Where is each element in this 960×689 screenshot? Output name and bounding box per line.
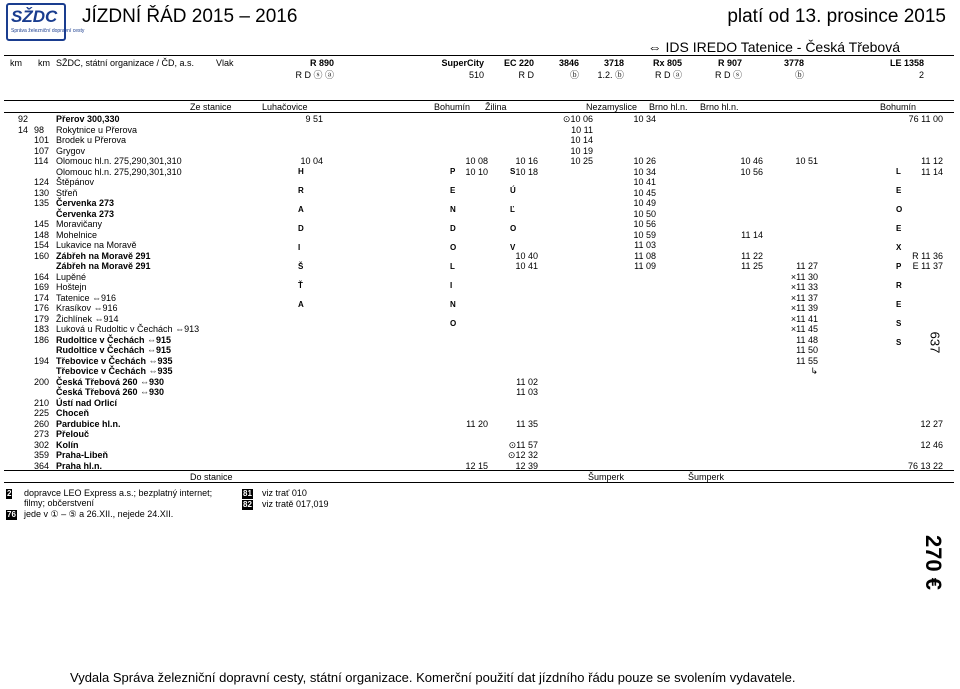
km-value: 130	[34, 187, 50, 198]
departure-time: ↳	[810, 366, 818, 376]
train-number: 3846	[558, 58, 579, 68]
departure-time: ⊙11 57	[508, 439, 538, 450]
km-value: 98	[34, 124, 45, 135]
route-letter: Š	[298, 261, 304, 271]
station-name: Zábřeh na Moravě 291	[56, 261, 151, 271]
departure-time: 11 50	[796, 345, 818, 355]
departure-time: 10 19	[570, 145, 593, 156]
station-name: Brodek u Přerova	[56, 135, 127, 145]
km-value: 174	[34, 292, 50, 303]
station-name: Mohelnice	[56, 229, 98, 240]
ids-section-title: ⇔ IDS IREDO Tatenice - Česká Třebová	[647, 39, 900, 55]
station-name: Česká Třebová 260 ⇔930	[56, 376, 165, 387]
route-letter: R	[298, 185, 304, 195]
route-letter: X	[896, 242, 902, 252]
side-page-number: 637	[927, 331, 943, 354]
station-name: Třebovice v Čechách ⇔935	[56, 366, 173, 376]
km-value: 148	[34, 229, 50, 240]
km-value: 302	[34, 439, 50, 450]
route-letter: O	[450, 319, 457, 329]
station-name: Rudoltice v Čechách ⇔915	[56, 345, 172, 355]
station-name: Choceň	[56, 408, 90, 418]
station-name: Olomouc hl.n. 275,290,301,310	[56, 166, 182, 177]
station-name: Červenka 273	[56, 198, 115, 208]
km-header-1: km	[10, 58, 22, 68]
departure-time: 10 08	[465, 156, 488, 166]
station-name: Ústí nad Orlicí	[56, 397, 118, 408]
departure-time: 10 16	[515, 156, 538, 166]
station-name: Rokytnice u Přerova	[56, 124, 138, 135]
legend-text: jede v ① – ⑤ a 26.XII., nejede 24.XII.	[24, 509, 174, 519]
header-bottom-line	[4, 112, 954, 113]
km-value: 194	[34, 355, 50, 366]
km-value: 364	[34, 460, 50, 471]
station-name: Rudoltice v Čechách ⇔915	[56, 334, 172, 345]
station-name: Červenka 273	[56, 208, 115, 219]
route-letter: L	[896, 166, 901, 176]
train-symbols: 510	[468, 70, 484, 80]
to-station-2: Šumperk	[688, 472, 725, 482]
station-name: Moravičany	[56, 219, 103, 229]
departure-time: ×11 33	[790, 282, 818, 292]
route-letter: Ľ	[510, 204, 515, 214]
station-name: Žichlínek ⇔914	[56, 313, 119, 324]
station-name: Hoštejn	[56, 282, 87, 292]
station-name: Štěpánov	[56, 177, 95, 187]
departure-time: 11 20	[466, 418, 488, 429]
km-value: 135	[34, 198, 50, 208]
departure-time: ×11 45	[790, 324, 818, 334]
route-letter: I	[450, 281, 453, 291]
route-letter: O	[450, 242, 457, 252]
station-name: Přelouč	[56, 429, 90, 439]
do-stanice-label: Do stanice	[190, 472, 233, 482]
route-letter: A	[298, 204, 304, 214]
departure-time: E 11 37	[912, 261, 943, 271]
km-value: 160	[34, 250, 50, 261]
from-station: Nezamyslice	[586, 102, 638, 112]
route-letter: V	[510, 242, 516, 252]
station-name: Lupěné	[56, 271, 87, 282]
route-letter: E	[896, 185, 902, 195]
departure-time: 9 51	[305, 114, 323, 124]
km-value: 92	[18, 114, 29, 124]
departure-time: 11 09	[634, 261, 656, 271]
departure-time: 11 08	[634, 250, 656, 261]
km-value: 200	[34, 376, 50, 387]
operator-header: SŽDC, státní organizace / ČD, a.s.	[56, 58, 195, 68]
station-name: Střeň	[56, 187, 78, 198]
km-value: 107	[34, 145, 50, 156]
route-letter: P	[896, 261, 902, 271]
departure-time: 11 12	[921, 156, 943, 166]
valid-from: platí od 13. prosince 2015	[727, 6, 946, 27]
train-number: R 890	[309, 58, 334, 68]
station-name: Krasíkov ⇔916	[56, 303, 118, 313]
departure-time: 11 35	[516, 418, 538, 429]
departure-time: 10 34	[633, 114, 656, 124]
station-name: Pardubice hl.n.	[56, 418, 121, 429]
departure-time: ⊙12 32	[507, 450, 538, 460]
vlak-header: Vlak	[216, 58, 234, 68]
route-letter: D	[450, 223, 456, 233]
departure-time: ×11 41	[790, 313, 818, 324]
ze-stanice-line	[4, 100, 954, 101]
station-name: Praha hl.n.	[56, 460, 103, 471]
table-bottom-border	[4, 482, 954, 483]
departure-time: 11 55	[796, 355, 818, 366]
train-number: LE 1358	[889, 58, 924, 68]
train-number: R 907	[717, 58, 742, 68]
station-name: Kolín	[56, 439, 79, 450]
departure-time: 12 46	[920, 439, 943, 450]
route-letter: E	[896, 223, 902, 233]
departure-time: 11 14	[921, 166, 943, 177]
departure-time: R 11 36	[912, 250, 943, 261]
departure-time: 10 41	[515, 261, 538, 271]
km-value: 124	[34, 177, 50, 187]
departure-time: 10 46	[740, 156, 763, 166]
departure-time: ×11 39	[790, 303, 818, 313]
table-top-border	[4, 55, 954, 56]
station-name: Tatenice ⇔916	[56, 292, 117, 303]
km-value: 14	[18, 124, 29, 135]
km-value: 164	[34, 271, 50, 282]
page-number: 270 €	[921, 534, 946, 590]
route-letter: N	[450, 204, 456, 214]
departure-time: 10 41	[633, 177, 656, 187]
km-value: 169	[34, 282, 50, 292]
departure-time: 10 34	[633, 166, 656, 177]
legend-item: 76	[7, 510, 16, 519]
route-letter: S	[896, 319, 902, 329]
route-letter: N	[450, 300, 456, 310]
km-value: 183	[34, 324, 50, 334]
legend-text: viz trať 010	[262, 488, 307, 498]
train-symbols: R D	[518, 70, 534, 80]
legend-text: dopravce LEO Express a.s.; bezplatný internet; filmy; občerstvení	[24, 488, 213, 508]
route-letter: R	[896, 281, 902, 291]
km-value: 179	[34, 313, 50, 324]
km-header-2: km	[38, 58, 50, 68]
departure-time: 10 59	[633, 229, 656, 240]
train-number: 3718	[603, 58, 624, 68]
train-number: Rx 805	[652, 58, 682, 68]
km-value: 176	[34, 303, 50, 313]
km-value: 114	[34, 156, 49, 166]
train-symbols: R D ⓢ	[714, 70, 742, 80]
km-value: 154	[34, 240, 50, 250]
train-symbols: ⓑ	[794, 70, 804, 80]
departure-time: 11 48	[796, 334, 818, 345]
departure-time: 10 56	[740, 166, 763, 177]
legend-item: 81	[243, 489, 252, 498]
departure-time: 10 49	[633, 198, 656, 208]
departure-time: ×11 37	[790, 292, 818, 303]
km-value: 186	[34, 334, 50, 345]
route-letter: S	[896, 338, 902, 348]
train-symbols: 2	[918, 70, 924, 80]
ze-stanice-label: Ze stanice	[190, 102, 232, 112]
station-name: Praha-Libeň	[56, 450, 109, 460]
from-station: Bohumín	[880, 102, 917, 112]
departure-time: 10 26	[633, 156, 656, 166]
footer-note: Vydala Správa železniční dopravní cesty, státní organizace. Komerční použití dat jízdního řádu pouze se svolením vydavatele.	[70, 670, 796, 685]
departure-time: 11 14	[741, 229, 763, 240]
km-value: 225	[34, 408, 50, 418]
departure-time: 11 03	[634, 240, 656, 250]
route-letter: H	[298, 166, 304, 176]
route-letter: S	[510, 166, 516, 176]
route-letter: Ť	[298, 281, 303, 291]
legend-item: 82	[243, 500, 252, 509]
departure-time: 10 45	[633, 187, 656, 198]
szdc-logo: SŽDC Správa železniční dopravní cesty	[6, 3, 66, 41]
departure-time: 11 22	[741, 250, 763, 261]
km-value: 260	[34, 418, 50, 429]
route-letter: P	[450, 166, 456, 176]
train-symbols: R D ⓐ	[654, 70, 682, 80]
train-symbols: 1.2. ⓑ	[597, 70, 624, 80]
departure-time: 12 15	[465, 460, 488, 471]
km-value: 359	[34, 450, 50, 460]
departure-time: 12 27	[920, 418, 943, 429]
departure-time: 10 10	[465, 166, 488, 177]
route-letter: I	[298, 242, 301, 252]
departure-time: 10 14	[570, 135, 593, 145]
station-name: Lukavice na Moravě	[56, 240, 137, 250]
departure-time: 12 39	[515, 460, 538, 471]
legend-text: viz tratě 017,019	[262, 499, 329, 509]
train-number: SuperCity	[441, 58, 484, 68]
legend-item: 2	[7, 489, 12, 498]
train-symbols: ⓑ	[569, 70, 579, 80]
departure-time: ×11 30	[790, 271, 818, 282]
departure-time: 76 13 22	[907, 460, 943, 471]
train-number: EC 220	[503, 58, 534, 68]
train-number: 3778	[783, 58, 804, 68]
departure-time: 10 25	[570, 156, 593, 166]
route-letter: O	[510, 223, 517, 233]
departure-time: 11 27	[796, 261, 818, 271]
departure-time: 11 25	[741, 261, 763, 271]
departure-time: 10 18	[515, 166, 538, 177]
route-letter: L	[450, 261, 455, 271]
km-value: 101	[34, 135, 50, 145]
from-station: Luhačovice	[262, 102, 308, 112]
route-letter: A	[298, 300, 304, 310]
station-name: Grygov	[56, 145, 86, 156]
km-value: 210	[34, 397, 50, 408]
route-letter: E	[896, 300, 902, 310]
departure-time: 76 11 00	[908, 114, 943, 124]
departure-time: 10 04	[300, 156, 323, 166]
route-letter: Ú	[510, 185, 516, 195]
station-name: Česká Třebová 260 ⇔930	[56, 387, 165, 397]
do-stanice-line	[4, 470, 954, 471]
station-name: Přerov 300,330	[56, 114, 120, 124]
station-name: Třebovice v Čechách ⇔935	[56, 355, 173, 366]
departure-time: 10 11	[571, 124, 593, 135]
station-name: Olomouc hl.n. 275,290,301,310	[56, 156, 182, 166]
from-station: Žilina	[485, 102, 507, 112]
from-station: Bohumín	[434, 102, 471, 112]
departure-time: 10 51	[795, 156, 818, 166]
departure-time: ⊙10 06	[562, 114, 593, 124]
to-station-1: Šumperk	[588, 472, 625, 482]
route-letter: D	[298, 223, 304, 233]
timetable-title: JÍZDNÍ ŘÁD 2015 – 2016	[82, 6, 298, 27]
station-name: Zábřeh na Moravě 291	[56, 250, 151, 261]
km-value: 145	[34, 219, 50, 229]
from-station: Brno hl.n.	[700, 102, 739, 112]
route-letter: O	[896, 204, 903, 214]
from-station: Brno hl.n.	[649, 102, 688, 112]
departure-time: 10 56	[633, 219, 656, 229]
departure-time: 10 50	[633, 208, 656, 219]
departure-time: 11 02	[516, 376, 538, 387]
route-letter: E	[450, 185, 456, 195]
departure-time: 11 03	[516, 387, 538, 397]
train-symbols: R D ⓢ ⓐ	[295, 70, 334, 80]
departure-time: 10 40	[515, 250, 538, 261]
station-name: Luková u Rudoltic v Čechách ⇔913	[56, 324, 200, 334]
km-value: 273	[34, 429, 50, 439]
